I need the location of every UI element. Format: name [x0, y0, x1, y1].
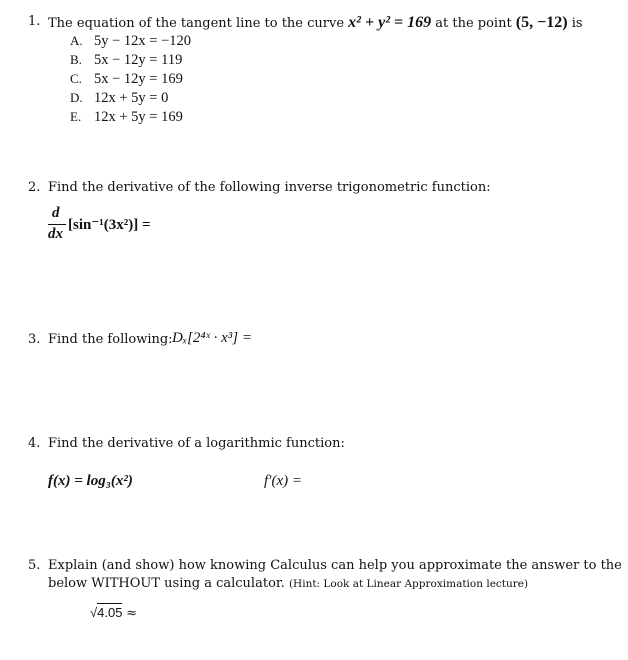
q1-choice-a[interactable]: A. 5y − 12x = −120 [70, 33, 192, 49]
q2-derivative-denominator: dx [48, 226, 63, 242]
q5-sqrt-symbol: √ [90, 605, 98, 620]
q1-number: 1. [28, 14, 41, 29]
q5-approx: ≈ [126, 606, 137, 621]
q1-tail: is [571, 16, 583, 31]
q5-radicand: 4.05 [97, 605, 123, 620]
q1-choice-b[interactable]: B. 5x − 12y = 119 [70, 52, 183, 68]
q1-equation: x² + y² = 169 [348, 14, 432, 31]
q5-hint: (Hint: Look at Linear Approximation lecture) [288, 578, 529, 590]
q1-choices [70, 33, 191, 128]
q3-text: Find the following: [48, 332, 173, 347]
q1-choice-c[interactable]: C. 5x − 12y = 169 [70, 71, 183, 87]
q4-function: f(x) = log₃(x²) [48, 473, 133, 489]
q1-choice-d[interactable]: D. 12x + 5y = 0 [70, 90, 169, 106]
q5-line1: Explain (and show) how knowing Calculus can help you approximate the answer to the [48, 558, 622, 573]
q1-choice-e[interactable]: E. 12x + 5y = 169 [70, 109, 183, 125]
q5-number: 5. [28, 558, 41, 573]
q4-derivative: f′(x) = [264, 473, 302, 489]
q4-text: Find the derivative of a logarithmic function: [48, 436, 345, 451]
q2-expression: [sin⁻¹(3x²)] = [68, 217, 151, 233]
q2-derivative-numerator: d [52, 205, 60, 221]
q2-fraction-bar [48, 224, 66, 225]
q2-number: 2. [28, 180, 41, 195]
q5-sqrt-expression [90, 605, 137, 621]
q1-lead: The equation of the tangent line to the curve [48, 16, 345, 31]
q1-at: at the point [435, 16, 512, 31]
q4-number: 4. [28, 436, 41, 451]
q2-text: Find the derivative of the following inverse trigonometric function: [48, 180, 491, 195]
q1-line [48, 14, 583, 32]
q3-expression: Dₓ[2⁴ˣ · x³] = [172, 330, 252, 346]
q1-point: (5, −12) [515, 14, 568, 31]
q3-number: 3. [28, 332, 41, 347]
q5-line2: below WITHOUT using a calculator. (Hint: Look at Linear Approximation lecture) [48, 576, 529, 591]
